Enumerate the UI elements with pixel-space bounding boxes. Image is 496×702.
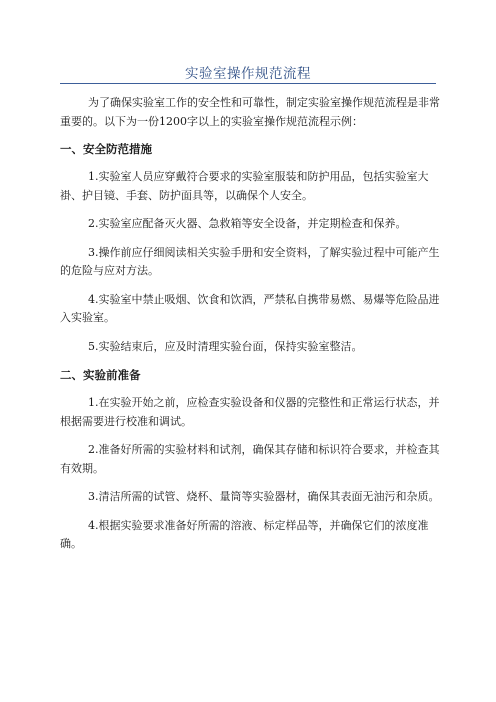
list-item: 2.实验室应配备灭火器、急救箱等安全设备，并定期检查和保养。 xyxy=(88,217,407,230)
section-preparation xyxy=(60,366,440,554)
document-title: 实验室操作规范流程 xyxy=(185,66,311,82)
list-item: 4.实验室中禁止吸烟、饮食和饮酒，严禁私自携带易燃、易爆等危险品进入实验室。 xyxy=(60,292,440,324)
section-heading: 一、安全防范措施 xyxy=(60,142,152,156)
section-heading: 二、实验前准备 xyxy=(60,368,141,382)
list-item: 1.实验室人员应穿戴符合要求的实验室服装和防护用品，包括实验室大褂、护目镜、手套、防护面具等，以确保个人安全。 xyxy=(60,170,429,202)
list-item: 4.根据实验要求准备好所需的溶液、标定样品等，并确保它们的浓度准确。 xyxy=(60,518,429,550)
list-item: 3.操作前应仔细阅读相关实验手册和安全资料，了解实验过程中可能产生的危险与应对方法。 xyxy=(60,245,440,277)
section-safety xyxy=(60,140,440,356)
list-item: 5.实验结束后，应及时清理实验台面，保持实验室整洁。 xyxy=(88,339,363,353)
list-item: 2.准备好所需的实验材料和试剂，确保其存储和标识符合要求，并检查其有效期。 xyxy=(60,443,440,475)
title-underline xyxy=(60,83,436,84)
list-item: 3.清洁所需的试管、烧杯、量筒等实验器材，确保其表面无油污和杂质。 xyxy=(88,490,440,503)
document-body xyxy=(60,94,440,564)
list-item: 1.在实验开始之前，应检查实验设备和仪器的完整性和正常运行状态，并根据需要进行校准和调试。 xyxy=(60,396,440,428)
intro-paragraph: 为了确保实验室工作的安全性和可靠性，制定实验室操作规范流程是非常重要的。以下为一份1200字以上的实验室操作规范流程示例： xyxy=(60,96,440,128)
